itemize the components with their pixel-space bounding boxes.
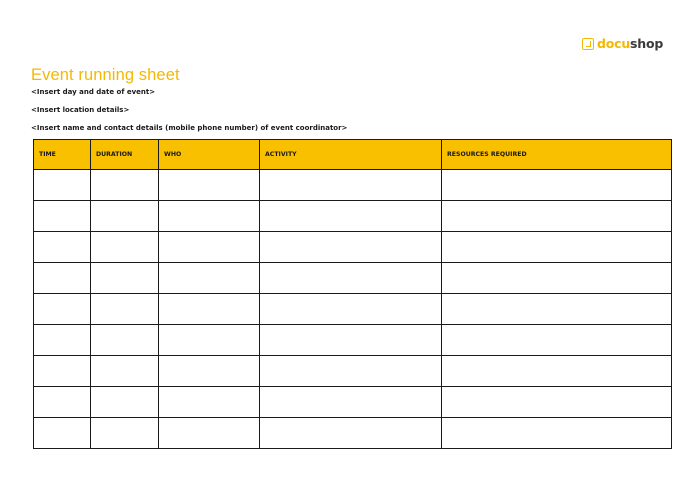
logo-wordmark-part2: shop [630,36,664,51]
cell-activity[interactable] [260,356,442,387]
table-row [34,418,672,449]
event-date-placeholder: <Insert day and date of event> [31,88,156,96]
cell-resources[interactable] [442,356,672,387]
column-header-who: WHO [159,140,260,170]
running-sheet-table [33,139,672,449]
cell-resources[interactable] [442,201,672,232]
docushop-logo [582,36,663,52]
cell-activity[interactable] [260,263,442,294]
table-row [34,201,672,232]
document-title: Event running sheet [31,66,180,84]
cell-who[interactable] [159,170,260,201]
cell-duration[interactable] [91,263,159,294]
cell-time[interactable] [34,356,91,387]
table-row [34,356,672,387]
table-row [34,387,672,418]
cell-time[interactable] [34,170,91,201]
column-header-activity: ACTIVITY [260,140,442,170]
table-row [34,170,672,201]
cell-activity[interactable] [260,294,442,325]
cell-activity[interactable] [260,170,442,201]
cell-who[interactable] [159,232,260,263]
cell-duration[interactable] [91,294,159,325]
cell-time[interactable] [34,325,91,356]
cell-resources[interactable] [442,232,672,263]
logo-wordmark-part1: docu [597,36,631,51]
cell-duration[interactable] [91,418,159,449]
table-body [34,170,672,449]
docushop-mark-icon [582,38,594,50]
cell-resources[interactable] [442,387,672,418]
table-row [34,325,672,356]
table-row [34,294,672,325]
cell-duration[interactable] [91,356,159,387]
cell-who[interactable] [159,325,260,356]
table-row [34,232,672,263]
cell-time[interactable] [34,294,91,325]
cell-time[interactable] [34,263,91,294]
cell-resources[interactable] [442,170,672,201]
logo-wordmark [597,37,663,51]
column-header-duration: DURATION [91,140,159,170]
cell-time[interactable] [34,418,91,449]
cell-duration[interactable] [91,232,159,263]
cell-resources[interactable] [442,418,672,449]
cell-time[interactable] [34,232,91,263]
cell-activity[interactable] [260,201,442,232]
cell-who[interactable] [159,263,260,294]
cell-duration[interactable] [91,170,159,201]
cell-time[interactable] [34,201,91,232]
cell-activity[interactable] [260,387,442,418]
cell-who[interactable] [159,201,260,232]
cell-time[interactable] [34,387,91,418]
cell-activity[interactable] [260,418,442,449]
cell-duration[interactable] [91,325,159,356]
cell-who[interactable] [159,294,260,325]
column-header-time: TIME [34,140,91,170]
cell-resources[interactable] [442,325,672,356]
cell-duration[interactable] [91,201,159,232]
event-coordinator-placeholder: <Insert name and contact details (mobile phone number) of event coordinator> [31,124,348,132]
column-header-resources: RESOURCES REQUIRED [442,140,672,170]
table-header-row [34,140,672,170]
event-location-placeholder: <Insert location details> [31,106,130,114]
cell-activity[interactable] [260,325,442,356]
cell-who[interactable] [159,387,260,418]
cell-resources[interactable] [442,294,672,325]
cell-resources[interactable] [442,263,672,294]
cell-who[interactable] [159,356,260,387]
cell-activity[interactable] [260,232,442,263]
cell-duration[interactable] [91,387,159,418]
cell-who[interactable] [159,418,260,449]
table-row [34,263,672,294]
